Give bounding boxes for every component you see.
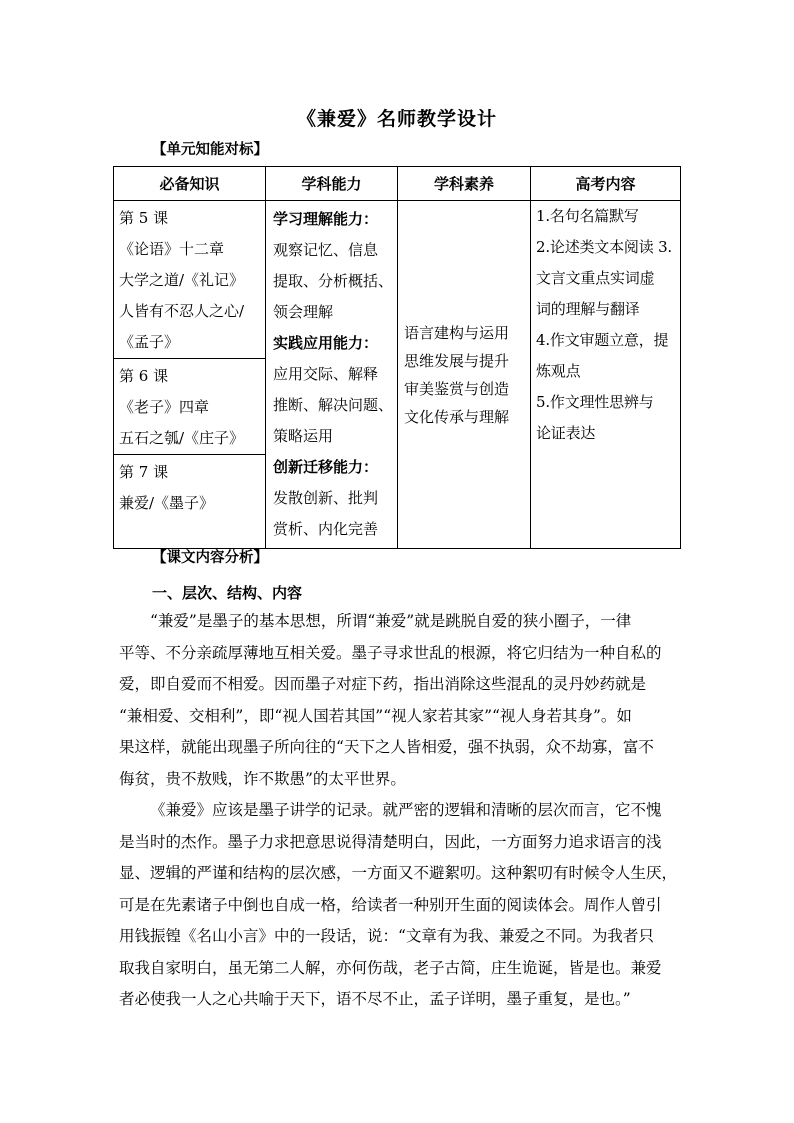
- knowledge-lesson-6: [114, 359, 266, 455]
- page-title: 《兼爱》名师教学设计: [296, 108, 497, 130]
- exam-line: 文言文重点实词虚: [536, 269, 655, 287]
- text-line: 侮贫，贵不敖贱，诈不欺愚”的太平世界。: [119, 769, 406, 788]
- ability-line: 提取、分析概括、: [273, 272, 394, 290]
- text-line: 用钱振锽《名山小言》中的一段话，说：“文章有为我、兼爱之不同。为我者只: [119, 927, 654, 945]
- exam-line: 炼观点: [536, 362, 581, 380]
- ability-line: 领会理解: [273, 303, 334, 321]
- section-heading-unit: 【单元知能对标】: [152, 141, 268, 158]
- knowledge-line: 《论语》十二章: [119, 240, 225, 258]
- section-heading-analysis: 【课文内容分析】: [152, 549, 268, 566]
- knowledge-line: 五石之瓠/《庄子》: [119, 429, 245, 447]
- literacy-cell: [398, 201, 531, 549]
- exam-line: 论证表达: [536, 424, 596, 442]
- table-row: [114, 201, 681, 359]
- ability-cell: [266, 201, 398, 549]
- text-line: 《兼爱》应该是墨子讲学的记录。就严密的逻辑和清晰的层次而言，它不愧: [150, 801, 662, 819]
- unit-table: [113, 166, 681, 549]
- exam-line: 5.作文理性思辨与: [536, 393, 654, 411]
- text-line: 可是在先素诸子中倒也自成一格，给读者一种别开生面的阅读体会。周作人曾引: [119, 895, 662, 914]
- header-ability: 学科能力: [266, 167, 398, 201]
- paragraph-1: [119, 606, 675, 795]
- text-line: 是当时的杰作。墨子力求把意思说得清楚明白，因此，一方面努力追求语言的浅: [119, 832, 662, 851]
- exam-cell: [531, 201, 681, 549]
- text-line: 平等、不分亲疏厚薄地互相关爱。墨子寻求世乱的根源，将它归结为一种自私的: [119, 643, 662, 662]
- lesson-6-title: 第 6 课: [119, 367, 169, 385]
- text-line: “兼爱”是墨子的基本思想，所谓“兼爱”就是跳脱自爱的狭小圈子，一律: [150, 612, 632, 630]
- ability-line: 策略运用: [273, 427, 334, 445]
- ability-line: 推断、解决问题、: [273, 396, 394, 414]
- text-line: 爱，即自爱而不相爱。因而墨子对症下药，指出消除这些混乱的灵丹妙药就是: [119, 675, 647, 693]
- ability-head-understanding: 学习理解能力：: [273, 210, 379, 228]
- text-line: 果这样，就能出现墨子所向往的“天下之人皆相爱，强不执弱，众不劫寡，富不: [119, 738, 654, 756]
- literacy-line: 语言建构与运用: [404, 323, 510, 342]
- table-header-row: [114, 167, 681, 201]
- knowledge-line: 《老子》四章: [119, 398, 210, 416]
- subsection-heading: 一、层次、结构、内容: [152, 584, 303, 602]
- ability-line: 发散创新、批判: [273, 489, 379, 507]
- text-line: 取我自家明白，虽无第二人解，亦何伤哉，老子古简，庄生诡诞，皆是也。兼爱: [119, 958, 662, 977]
- knowledge-line: 人皆有不忍人之心/: [119, 302, 245, 320]
- knowledge-lesson-7: [114, 455, 266, 549]
- ability-head-practice: 实践应用能力：: [273, 334, 379, 352]
- literacy-line: 思维发展与提升: [404, 351, 510, 370]
- literacy-line: 审美鉴赏与创造: [404, 379, 510, 398]
- exam-line: 4.作文审题立意，提: [536, 331, 669, 349]
- ability-line: 赏析、内化完善: [273, 520, 379, 538]
- exam-line: 词的理解与翻译: [536, 300, 640, 318]
- ability-line: 应用交际、解释: [273, 365, 379, 383]
- exam-line: 2.论述类文本阅读 3.: [536, 238, 672, 256]
- header-exam: 高考内容: [531, 167, 681, 201]
- ability-line: 观察记忆、信息: [273, 241, 379, 259]
- text-line: “兼相爱、交相利”，即“视人国若其国”“视人家若其家”“视人身若其身”。如: [119, 706, 632, 725]
- lesson-5-title: 第 5 课: [119, 209, 169, 227]
- text-line: 者必使我一人之心共喻于天下，语不尽不止，孟子详明，墨子重复，是也。”: [119, 990, 631, 1008]
- literacy-line: 文化传承与理解: [404, 407, 510, 426]
- knowledge-lesson-5: [114, 201, 266, 359]
- paragraph-2: [119, 795, 678, 1016]
- exam-line: 1.名句名篇默写: [536, 207, 639, 225]
- knowledge-line: 《孟子》: [119, 333, 180, 351]
- knowledge-line: 兼爱/《墨子》: [119, 494, 215, 512]
- text-line: 显、逻辑的严谨和结构的层次感，一方面又不避絮叨。这种絮叨有时候令人生厌，: [119, 864, 678, 882]
- header-literacy: 学科素养: [398, 167, 531, 201]
- lesson-7-title: 第 7 课: [119, 463, 169, 481]
- ability-head-innovation: 创新迁移能力：: [273, 458, 379, 476]
- knowledge-line: 大学之道/《礼记》: [119, 271, 245, 289]
- header-knowledge: 必备知识: [114, 167, 266, 201]
